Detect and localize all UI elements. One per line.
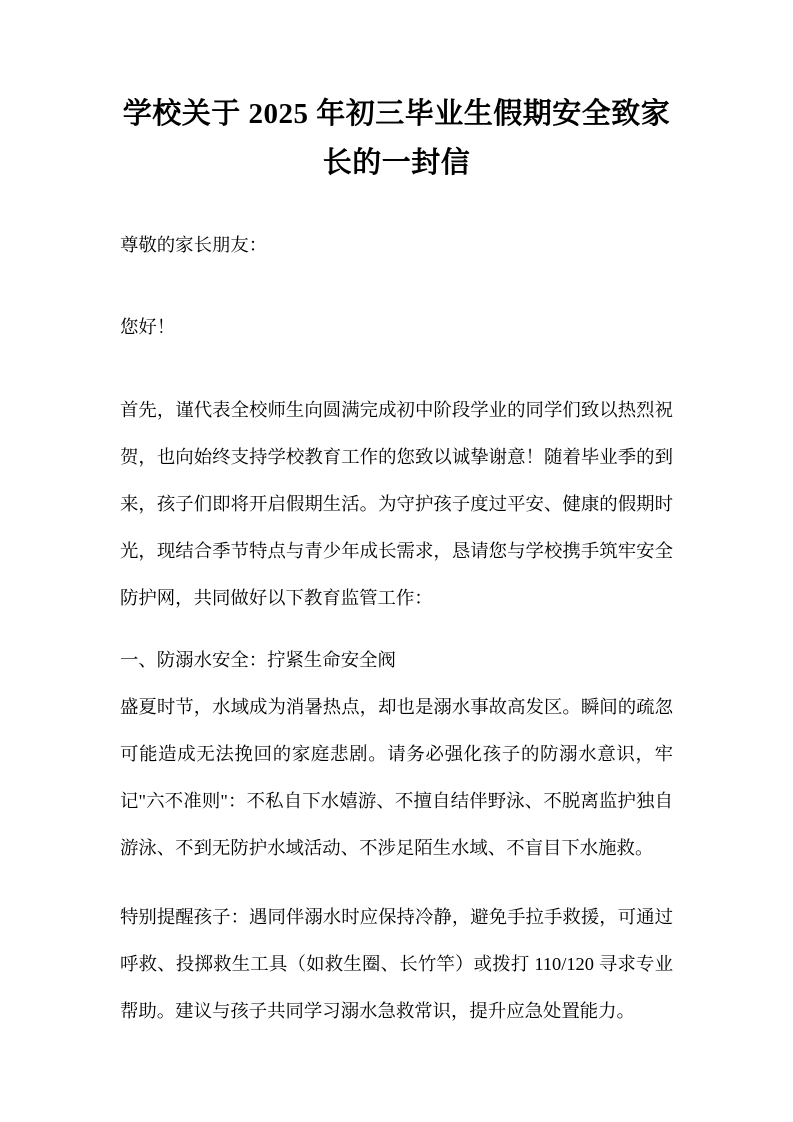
section1-heading: 一、防溺水安全：拧紧生命安全阀 <box>120 650 396 670</box>
greeting-line: 您好！ <box>120 317 176 337</box>
document-title: 学校关于 2025 年初三毕业生假期安全致家长的一封信 <box>122 98 671 179</box>
section1-paragraph-drowning-rules: 盛夏时节，水域成为消暑热点，却也是溺水事故高发区。瞬间的疏忽可能造成无法挽回的家庭悲剧。请务必强化孩子的防溺水意识，牢记"六不准则"：不私自下水嬉游、不擅自结伴野泳、不脱离监护独自游泳、不到无防护水域活动、不涉足陌生水域、不盲目下水施救。 <box>120 697 673 858</box>
salutation-line: 尊敬的家长朋友： <box>120 235 268 255</box>
intro-paragraph: 首先，谨代表全校师生向圆满完成初中阶段学业的同学们致以热烈祝贺，也向始终支持学校教育工作的您致以诚挚谢意！随着毕业季的到来，孩子们即将开启假期生活。为守护孩子度过平安、健康的假期时光，现结合季节特点与青少年成长需求，恳请您与学校携手筑牢安全防护网，共同做好以下教育监管工作： <box>120 400 673 608</box>
section1-paragraph-rescue-advice: 特别提醒孩子：遇同伴溺水时应保持冷静，避免手拉手救援，可通过呼救、投掷救生工具（如救生圈、长竹竿）或拨打 110/120 寻求专业帮助。建议与孩子共同学习溺水急救常识，提升应急处置能力。 <box>120 907 673 1021</box>
